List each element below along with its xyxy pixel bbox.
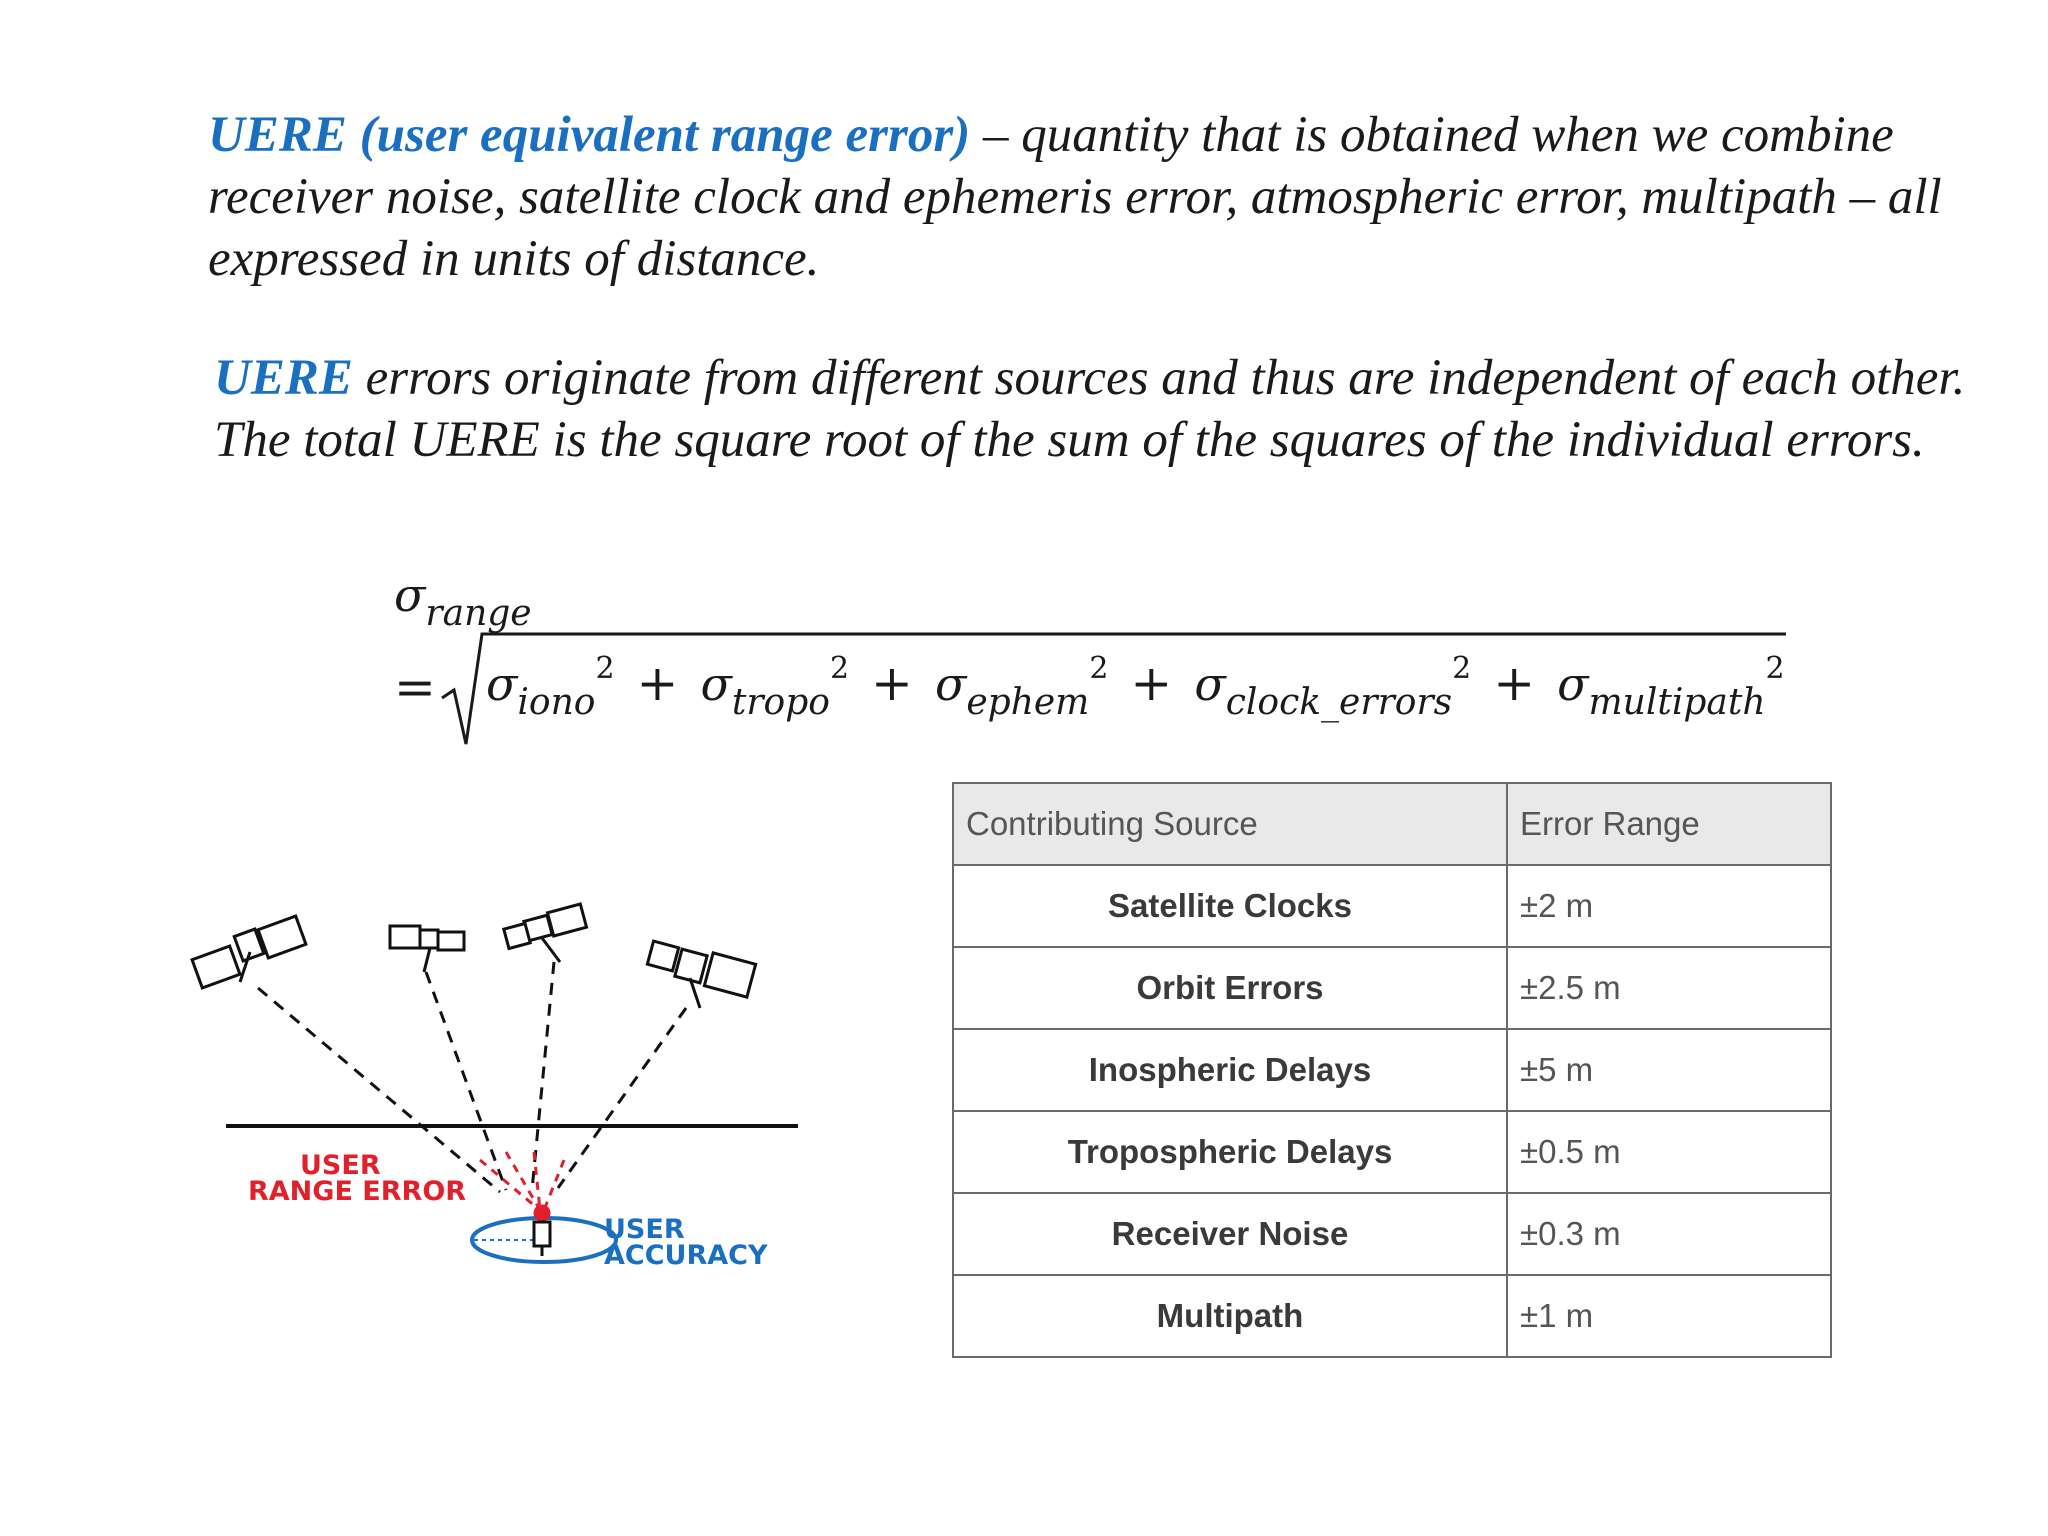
- uere-definition-term: UERE (user equivalent range error): [208, 107, 971, 163]
- row-range: ±5 m: [1507, 1029, 1831, 1111]
- formula-plus: +: [1130, 654, 1173, 712]
- user-receiver-icon: [534, 1206, 550, 1256]
- uere-definition-text: – quantity that is obtained when we combine receiver noise, satellite clock and ephemeris error, atmospheric error, multipath – all expressed in units of distance.: [208, 107, 1942, 287]
- label-user-accuracy-line2: ACCURACY: [604, 1240, 768, 1271]
- label-user-range-error-line1: USER: [300, 1150, 381, 1181]
- formula-sigma: σ: [394, 568, 426, 622]
- formula-equals: =: [394, 658, 436, 716]
- satellite-icon: [504, 904, 587, 962]
- formula-term-tropo: σtropo2: [700, 651, 850, 723]
- header-error-range: Error Range: [1507, 783, 1831, 865]
- formula-plus: +: [871, 654, 913, 712]
- uere-independence-text: errors originate from different sources and thus are independent of each other. The total UERE is the square root of the sum of the squares of the individual errors.: [214, 350, 1966, 468]
- row-source: Satellite Clocks: [953, 865, 1507, 947]
- row-range: ±2 m: [1507, 865, 1831, 947]
- formula-plus: +: [1493, 654, 1536, 712]
- row-source: Tropospheric Delays: [953, 1111, 1507, 1193]
- table-row: [953, 1111, 1831, 1193]
- uere-independence-paragraph: [214, 347, 1974, 471]
- row-range: ±2.5 m: [1507, 947, 1831, 1029]
- row-source: Receiver Noise: [953, 1193, 1507, 1275]
- formula-lhs: [394, 568, 532, 634]
- table-row: [953, 1029, 1831, 1111]
- satellite-icon: [647, 941, 755, 1008]
- formula-term-clock-errors: σclock_errors2: [1194, 651, 1472, 723]
- satellite-range-error-diagram: [180, 860, 820, 1280]
- error-sources-table: [952, 782, 1832, 1358]
- label-user-range-error-line2: RANGE ERROR: [248, 1176, 467, 1207]
- table-row: [953, 1193, 1831, 1275]
- table-row: [953, 1275, 1831, 1357]
- satellite-icon: [390, 926, 464, 972]
- row-source: Orbit Errors: [953, 947, 1507, 1029]
- table-row: [953, 865, 1831, 947]
- formula-term-iono: σiono2: [486, 651, 615, 723]
- label-user-accuracy-line1: USER: [604, 1214, 685, 1245]
- uere-definition-paragraph: [208, 104, 1968, 290]
- formula-lhs-subscript: range: [425, 593, 532, 634]
- header-contributing-source: Contributing Source: [953, 783, 1507, 865]
- formula-term-ephem: σephem2: [934, 651, 1109, 723]
- formula-plus: +: [636, 654, 679, 712]
- row-source: Inospheric Delays: [953, 1029, 1507, 1111]
- formula-radicand: [486, 651, 1785, 723]
- range-error-lines: [480, 1152, 564, 1212]
- uere-independence-term: UERE: [214, 350, 353, 406]
- table-header-row: [953, 783, 1831, 865]
- row-range: ±1 m: [1507, 1275, 1831, 1357]
- table-row: [953, 947, 1831, 1029]
- row-source: Multipath: [953, 1275, 1507, 1357]
- row-range: ±0.5 m: [1507, 1111, 1831, 1193]
- formula-term-multipath: σmultipath2: [1557, 651, 1785, 723]
- row-range: ±0.3 m: [1507, 1193, 1831, 1275]
- satellite-icon: [192, 916, 306, 988]
